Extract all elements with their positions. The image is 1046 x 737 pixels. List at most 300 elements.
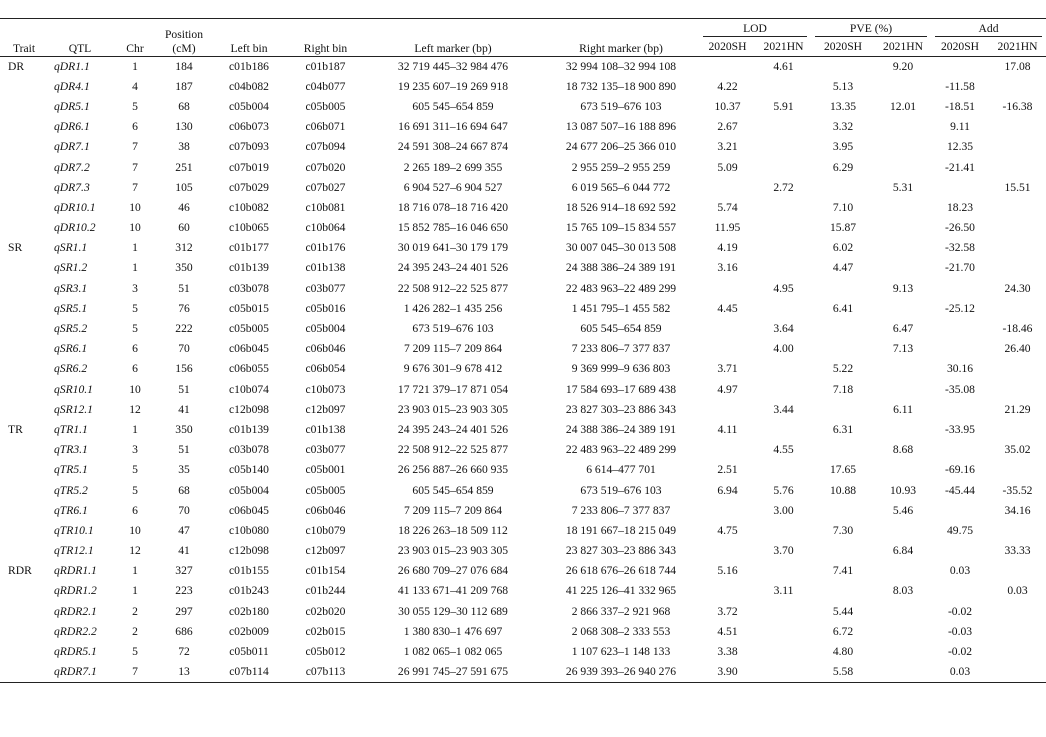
cell-right-bin: c01b244: [305, 584, 346, 598]
cell-lod-2021hn: 4.00: [773, 342, 794, 356]
cell-lod-2021hn: 3.11: [773, 584, 794, 598]
cell-lod-2021hn: 3.64: [773, 322, 794, 336]
cell-lod-2021hn: [756, 238, 811, 258]
cell-pve-2020sh: 4.80: [832, 645, 854, 659]
table-row: [0, 642, 1046, 662]
cell-pve-2020sh: 5.22: [832, 362, 854, 376]
cell-pve-2020sh: 6.02: [832, 241, 854, 255]
cell-add-2020sh: [931, 440, 989, 460]
cell-position: 13: [178, 664, 190, 678]
cell-position: 51: [178, 281, 190, 295]
cell-qtl: qRDR2.2: [54, 624, 97, 638]
cell-left-bin: c01b139: [229, 422, 269, 436]
cell-left-bin: c05b005: [229, 322, 269, 336]
cell-chr: 1: [132, 59, 138, 73]
qtl-table: [0, 18, 1046, 683]
cell-qtl: qSR1.1: [54, 241, 88, 255]
cell-pve-2021hn: 9.20: [892, 59, 914, 73]
cell-trait: [0, 359, 48, 379]
cell-right-marker: 26 618 676–26 618 744: [565, 564, 677, 578]
cell-right-bin: c07b027: [305, 180, 346, 194]
cell-add-2020sh: [931, 501, 989, 521]
cell-right-marker: 24 388 386–24 389 191: [565, 422, 677, 436]
cell-left-bin: c06b073: [229, 120, 269, 134]
cell-right-marker: 32 994 108–32 994 108: [565, 59, 677, 73]
cell-qtl: qSR6.2: [54, 362, 88, 376]
cell-pve-2020sh: 5.13: [832, 79, 854, 93]
table-row: [0, 117, 1046, 137]
cell-lod-2020sh: 3.71: [717, 362, 738, 376]
cell-chr: 1: [132, 241, 138, 255]
cell-add-2021hn: [989, 602, 1046, 622]
cell-trait: [0, 480, 48, 500]
cell-position: 68: [178, 483, 190, 497]
cell-trait: [0, 501, 48, 521]
cell-trait: [0, 440, 48, 460]
cell-right-marker: 22 483 963–22 489 299: [565, 443, 677, 457]
cell-add-2020sh: -45.44: [945, 483, 975, 497]
cell-trait: [0, 642, 48, 662]
table-row: [0, 178, 1046, 198]
cell-position: 223: [175, 584, 193, 598]
cell-add-2021hn: [989, 198, 1046, 218]
cell-right-bin: c01b138: [305, 422, 346, 436]
cell-add-2021hn: [989, 662, 1046, 682]
cell-pve-2021hn: [875, 157, 931, 177]
cell-position: 35: [178, 463, 190, 477]
cell-lod-2021hn: [756, 460, 811, 480]
cell-left-bin: c10b082: [229, 200, 269, 214]
cell-left-bin: c05b004: [229, 99, 269, 113]
cell-chr: 1: [132, 261, 138, 275]
table-row: [0, 157, 1046, 177]
cell-pve-2020sh: 15.87: [829, 221, 857, 235]
cell-qtl: qTR1.1: [54, 422, 88, 436]
table-row: [0, 57, 1046, 77]
cell-trait: [0, 157, 48, 177]
cell-add-2021hn: [989, 299, 1046, 319]
table-row: [0, 602, 1046, 622]
cell-position: 41: [178, 402, 190, 416]
cell-pve-2020sh: 13.35: [829, 99, 857, 113]
cell-qtl: qDR10.2: [54, 221, 96, 235]
cell-lod-2020sh: 5.09: [717, 160, 738, 174]
cell-position: 41: [178, 544, 190, 558]
cell-chr: 7: [132, 140, 138, 154]
cell-right-bin: c05b004: [305, 322, 346, 336]
cell-chr: 2: [132, 624, 138, 638]
cell-chr: 5: [132, 99, 138, 113]
cell-add-2021hn: 35.02: [1004, 443, 1031, 457]
header-add-2021hn: 2021HN: [997, 39, 1038, 53]
cell-lod-2021hn: [756, 117, 811, 137]
cell-chr: 10: [129, 221, 141, 235]
cell-pve-2020sh: 7.30: [832, 523, 854, 537]
cell-left-marker: 24 395 243–24 401 526: [397, 422, 509, 436]
cell-lod-2021hn: 2.72: [773, 180, 794, 194]
cell-lod-2020sh: 3.21: [717, 140, 738, 154]
cell-add-2020sh: [931, 57, 989, 77]
cell-lod-2020sh: 3.90: [717, 664, 738, 678]
table-row: [0, 238, 1046, 258]
cell-add-2021hn: -35.52: [1002, 483, 1033, 497]
cell-left-bin: c01b177: [229, 241, 269, 255]
cell-right-bin: c06b071: [305, 120, 346, 134]
cell-left-marker: 605 545–654 859: [412, 99, 494, 113]
cell-right-bin: c01b138: [305, 261, 346, 275]
cell-lod-2020sh: [699, 57, 756, 77]
cell-qtl: qDR1.1: [54, 59, 90, 73]
cell-left-marker: 26 256 887–26 660 935: [397, 463, 509, 477]
cell-pve-2020sh: 7.10: [832, 200, 854, 214]
cell-position: 70: [178, 342, 190, 356]
cell-pve-2021hn: 6.84: [892, 544, 914, 558]
cell-left-marker: 17 721 379–17 871 054: [397, 382, 509, 396]
cell-add-2021hn: [989, 359, 1046, 379]
cell-add-2021hn: -16.38: [1002, 99, 1033, 113]
cell-add-2020sh: 9.11: [950, 120, 970, 134]
cell-pve-2020sh: [811, 581, 875, 601]
header-pve-2020sh: 2020SH: [824, 39, 863, 53]
cell-lod-2021hn: [756, 622, 811, 642]
cell-pve-2021hn: 8.03: [892, 584, 914, 598]
cell-lod-2021hn: [756, 521, 811, 541]
cell-position: 51: [178, 382, 190, 396]
cell-right-marker: 24 388 386–24 389 191: [565, 261, 677, 275]
cell-lod-2020sh: [699, 581, 756, 601]
cell-add-2020sh: -0.03: [947, 624, 973, 638]
cell-lod-2020sh: 3.38: [717, 645, 738, 659]
cell-lod-2020sh: [699, 440, 756, 460]
cell-lod-2021hn: [756, 662, 811, 682]
header-add: Add: [935, 22, 1042, 37]
cell-qtl: qDR7.2: [54, 160, 90, 174]
cell-left-bin: c07b114: [229, 664, 269, 678]
header-lod-2020sh: 2020SH: [708, 39, 747, 53]
cell-chr: 12: [129, 544, 141, 558]
cell-add-2020sh: -21.41: [945, 160, 975, 174]
cell-left-marker: 6 904 527–6 904 527: [403, 180, 503, 194]
cell-trait: [0, 319, 48, 339]
cell-lod-2020sh: 4.45: [717, 301, 738, 315]
table-row: [0, 662, 1046, 682]
cell-right-marker: 22 483 963–22 489 299: [565, 281, 677, 295]
header-left-bin: Left bin: [230, 42, 268, 55]
cell-right-marker: 13 087 507–16 188 896: [565, 120, 677, 134]
cell-position: 686: [175, 624, 193, 638]
table-row: [0, 622, 1046, 642]
table-row: [0, 581, 1046, 601]
cell-right-marker: 2 955 259–2 955 259: [571, 160, 671, 174]
cell-chr: 4: [132, 79, 138, 93]
table-row: [0, 400, 1046, 420]
cell-left-marker: 16 691 311–16 694 647: [398, 120, 508, 134]
cell-add-2020sh: -11.58: [945, 79, 975, 93]
cell-lod-2020sh: 2.67: [717, 120, 738, 134]
cell-add-2020sh: 18.23: [946, 200, 974, 214]
cell-chr: 7: [132, 160, 138, 174]
cell-qtl: qTR5.2: [54, 483, 88, 497]
cell-right-bin: c10b081: [305, 200, 346, 214]
cell-pve-2020sh: 7.41: [832, 564, 854, 578]
cell-pve-2021hn: [875, 622, 931, 642]
cell-add-2020sh: -35.08: [945, 382, 975, 396]
cell-left-bin: c10b080: [229, 523, 269, 537]
cell-add-2021hn: 17.08: [1004, 59, 1031, 73]
cell-lod-2020sh: 3.16: [717, 261, 738, 275]
cell-right-bin: c02b020: [305, 604, 346, 618]
table-row: [0, 440, 1046, 460]
cell-position: 350: [175, 422, 193, 436]
cell-left-bin: c01b139: [229, 261, 269, 275]
cell-left-bin: c10b074: [229, 382, 269, 396]
cell-right-bin: c05b005: [305, 483, 346, 497]
header-position: [158, 19, 210, 57]
cell-left-marker: 1 082 065–1 082 065: [403, 645, 503, 659]
cell-right-bin: c07b094: [305, 140, 346, 154]
cell-chr: 5: [132, 645, 138, 659]
cell-chr: 6: [132, 503, 138, 517]
cell-lod-2021hn: 4.55: [773, 443, 794, 457]
cell-chr: 10: [129, 382, 141, 396]
cell-right-marker: 7 233 806–7 377 837: [571, 342, 671, 356]
cell-trait: [0, 299, 48, 319]
cell-position: 47: [178, 523, 190, 537]
cell-qtl: qRDR5.1: [54, 645, 97, 659]
cell-right-marker: 605 545–654 859: [580, 322, 662, 336]
cell-trait: [0, 137, 48, 157]
cell-right-marker: 7 233 806–7 377 837: [571, 503, 671, 517]
cell-right-marker: 18 526 914–18 692 592: [565, 200, 677, 214]
cell-pve-2020sh: 3.32: [832, 120, 854, 134]
cell-pve-2021hn: [875, 218, 931, 238]
cell-right-marker: 673 519–676 103: [580, 99, 662, 113]
cell-trait: [0, 77, 48, 97]
cell-qtl: qDR4.1: [54, 79, 90, 93]
cell-add-2020sh: -33.95: [945, 422, 975, 436]
cell-trait: [0, 339, 48, 359]
cell-qtl: qDR5.1: [54, 99, 90, 113]
cell-left-marker: 23 903 015–23 903 305: [397, 544, 509, 558]
cell-left-bin: c06b055: [229, 362, 269, 376]
cell-pve-2020sh: 4.47: [832, 261, 854, 275]
cell-lod-2020sh: [699, 339, 756, 359]
cell-add-2021hn: 15.51: [1004, 180, 1031, 194]
header-lod: LOD: [703, 22, 807, 37]
cell-left-marker: 41 133 671–41 209 768: [397, 584, 509, 598]
cell-chr: 10: [129, 200, 141, 214]
table-row: [0, 541, 1046, 561]
cell-add-2020sh: -0.02: [947, 645, 973, 659]
cell-trait: [0, 541, 48, 561]
cell-pve-2020sh: 6.41: [832, 301, 854, 315]
cell-add-2020sh: -69.16: [945, 463, 975, 477]
cell-pve-2021hn: 6.11: [893, 402, 913, 416]
table-row: [0, 501, 1046, 521]
cell-left-bin: c10b065: [229, 221, 269, 235]
cell-position: 184: [175, 59, 193, 73]
cell-chr: 6: [132, 362, 138, 376]
cell-lod-2021hn: [756, 198, 811, 218]
table-row: [0, 359, 1046, 379]
cell-qtl: qTR10.1: [54, 523, 94, 537]
cell-left-bin: c03b078: [229, 443, 269, 457]
cell-right-bin: c05b001: [305, 463, 346, 477]
cell-chr: 12: [129, 402, 141, 416]
cell-add-2021hn: -18.46: [1002, 322, 1033, 336]
cell-pve-2020sh: [811, 178, 875, 198]
cell-trait: [0, 117, 48, 137]
cell-qtl: qRDR1.1: [54, 564, 97, 578]
cell-pve-2021hn: [875, 77, 931, 97]
cell-right-marker: 6 614–477 701: [586, 463, 656, 477]
cell-right-bin: c05b005: [305, 99, 346, 113]
header-add-2020sh: 2020SH: [941, 39, 980, 53]
cell-right-marker: 2 068 308–2 333 553: [571, 624, 671, 638]
cell-left-marker: 1 426 282–1 435 256: [403, 301, 503, 315]
cell-chr: 6: [132, 342, 138, 356]
cell-left-marker: 18 716 078–18 716 420: [397, 200, 509, 214]
cell-trait: [0, 400, 48, 420]
cell-add-2021hn: [989, 561, 1046, 581]
cell-left-bin: c07b029: [229, 180, 269, 194]
cell-add-2021hn: [989, 420, 1046, 440]
cell-qtl: qTR6.1: [54, 503, 88, 517]
cell-pve-2020sh: 6.29: [832, 160, 854, 174]
cell-add-2020sh: -26.50: [945, 221, 975, 235]
cell-position: 38: [178, 140, 190, 154]
cell-left-bin: c02b180: [229, 604, 269, 618]
cell-add-2020sh: [931, 178, 989, 198]
cell-pve-2020sh: [811, 501, 875, 521]
cell-pve-2021hn: 5.31: [892, 180, 914, 194]
table-row: [0, 420, 1046, 440]
cell-right-bin: c10b079: [305, 523, 346, 537]
cell-add-2020sh: [931, 581, 989, 601]
cell-qtl: qRDR1.2: [54, 584, 97, 598]
cell-right-marker: 2 866 337–2 921 968: [571, 604, 671, 618]
cell-add-2021hn: [989, 77, 1046, 97]
cell-pve-2021hn: [875, 258, 931, 278]
cell-pve-2021hn: [875, 380, 931, 400]
cell-pve-2021hn: 9.13: [892, 281, 914, 295]
cell-add-2021hn: [989, 218, 1046, 238]
header-right-bin: Right bin: [303, 42, 348, 55]
cell-add-2020sh: -25.12: [945, 301, 975, 315]
cell-chr: 7: [132, 180, 138, 194]
cell-pve-2021hn: [875, 359, 931, 379]
cell-chr: 5: [132, 463, 138, 477]
cell-qtl: qSR6.1: [54, 342, 88, 356]
cell-lod-2020sh: [699, 319, 756, 339]
cell-left-bin: c06b045: [229, 503, 269, 517]
table-row: [0, 561, 1046, 581]
cell-lod-2021hn: [756, 420, 811, 440]
cell-position: 72: [178, 645, 190, 659]
table-row: [0, 380, 1046, 400]
cell-left-bin: c07b019: [229, 160, 269, 174]
cell-position: 222: [175, 322, 193, 336]
cell-add-2020sh: 49.75: [946, 523, 974, 537]
cell-lod-2020sh: 5.16: [717, 564, 738, 578]
cell-position: 60: [178, 221, 190, 235]
cell-lod-2021hn: 5.91: [773, 99, 794, 113]
cell-position: 105: [175, 180, 193, 194]
cell-lod-2021hn: 4.61: [773, 59, 794, 73]
cell-lod-2020sh: [699, 400, 756, 420]
cell-qtl: qRDR7.1: [54, 664, 97, 678]
cell-chr: 5: [132, 483, 138, 497]
cell-qtl: qTR5.1: [54, 463, 88, 477]
cell-lod-2021hn: 3.00: [773, 503, 794, 517]
cell-right-marker: 17 584 693–17 689 438: [565, 382, 677, 396]
cell-chr: 1: [132, 564, 138, 578]
cell-left-bin: c05b015: [229, 301, 269, 315]
cell-qtl: qDR6.1: [54, 120, 90, 134]
table-body: [0, 57, 1046, 683]
cell-left-marker: 18 226 263–18 509 112: [398, 523, 508, 537]
cell-position: 327: [175, 564, 193, 578]
table-row: [0, 97, 1046, 117]
cell-trait: [0, 460, 48, 480]
cell-pve-2020sh: [811, 57, 875, 77]
cell-qtl: qSR3.1: [54, 281, 88, 295]
cell-qtl: qSR10.1: [54, 382, 93, 396]
cell-qtl: qSR12.1: [54, 402, 93, 416]
cell-left-marker: 22 508 912–22 525 877: [397, 443, 509, 457]
cell-trait: SR: [8, 241, 23, 255]
cell-lod-2021hn: [756, 218, 811, 238]
cell-add-2020sh: 12.35: [946, 140, 974, 154]
cell-right-bin: c03b077: [305, 443, 346, 457]
cell-qtl: qSR5.1: [54, 301, 88, 315]
cell-add-2021hn: 26.40: [1004, 342, 1031, 356]
cell-left-marker: 26 680 709–27 076 684: [397, 564, 509, 578]
cell-right-marker: 1 451 795–1 455 582: [571, 301, 671, 315]
header-position-line1: Position: [164, 28, 203, 41]
cell-left-marker: 24 591 308–24 667 874: [397, 140, 509, 154]
cell-left-bin: c05b011: [229, 645, 269, 659]
cell-position: 46: [178, 200, 190, 214]
cell-right-marker: 9 369 999–9 636 803: [571, 362, 671, 376]
cell-left-bin: c03b078: [229, 281, 269, 295]
table-row: [0, 258, 1046, 278]
cell-position: 156: [175, 362, 193, 376]
cell-lod-2020sh: 2.51: [717, 463, 738, 477]
cell-right-bin: c06b054: [305, 362, 346, 376]
cell-right-marker: 18 732 135–18 900 890: [565, 79, 677, 93]
cell-qtl: qSR5.2: [54, 322, 88, 336]
cell-lod-2021hn: [756, 157, 811, 177]
cell-add-2020sh: -0.02: [947, 604, 973, 618]
table-header: [0, 19, 1046, 57]
cell-pve-2021hn: [875, 642, 931, 662]
cell-qtl: qDR10.1: [54, 200, 96, 214]
cell-trait: [0, 380, 48, 400]
cell-right-bin: c07b020: [305, 160, 346, 174]
table-row: [0, 339, 1046, 359]
cell-left-bin: c05b004: [229, 483, 269, 497]
table-row: [0, 218, 1046, 238]
cell-position: 68: [178, 99, 190, 113]
cell-add-2021hn: 0.03: [1007, 584, 1028, 598]
cell-pve-2020sh: [811, 279, 875, 299]
cell-left-marker: 2 265 189–2 699 355: [403, 160, 503, 174]
cell-add-2021hn: [989, 117, 1046, 137]
cell-chr: 10: [129, 523, 141, 537]
cell-right-bin: c12b097: [305, 402, 346, 416]
cell-right-bin: c02b015: [305, 624, 346, 638]
